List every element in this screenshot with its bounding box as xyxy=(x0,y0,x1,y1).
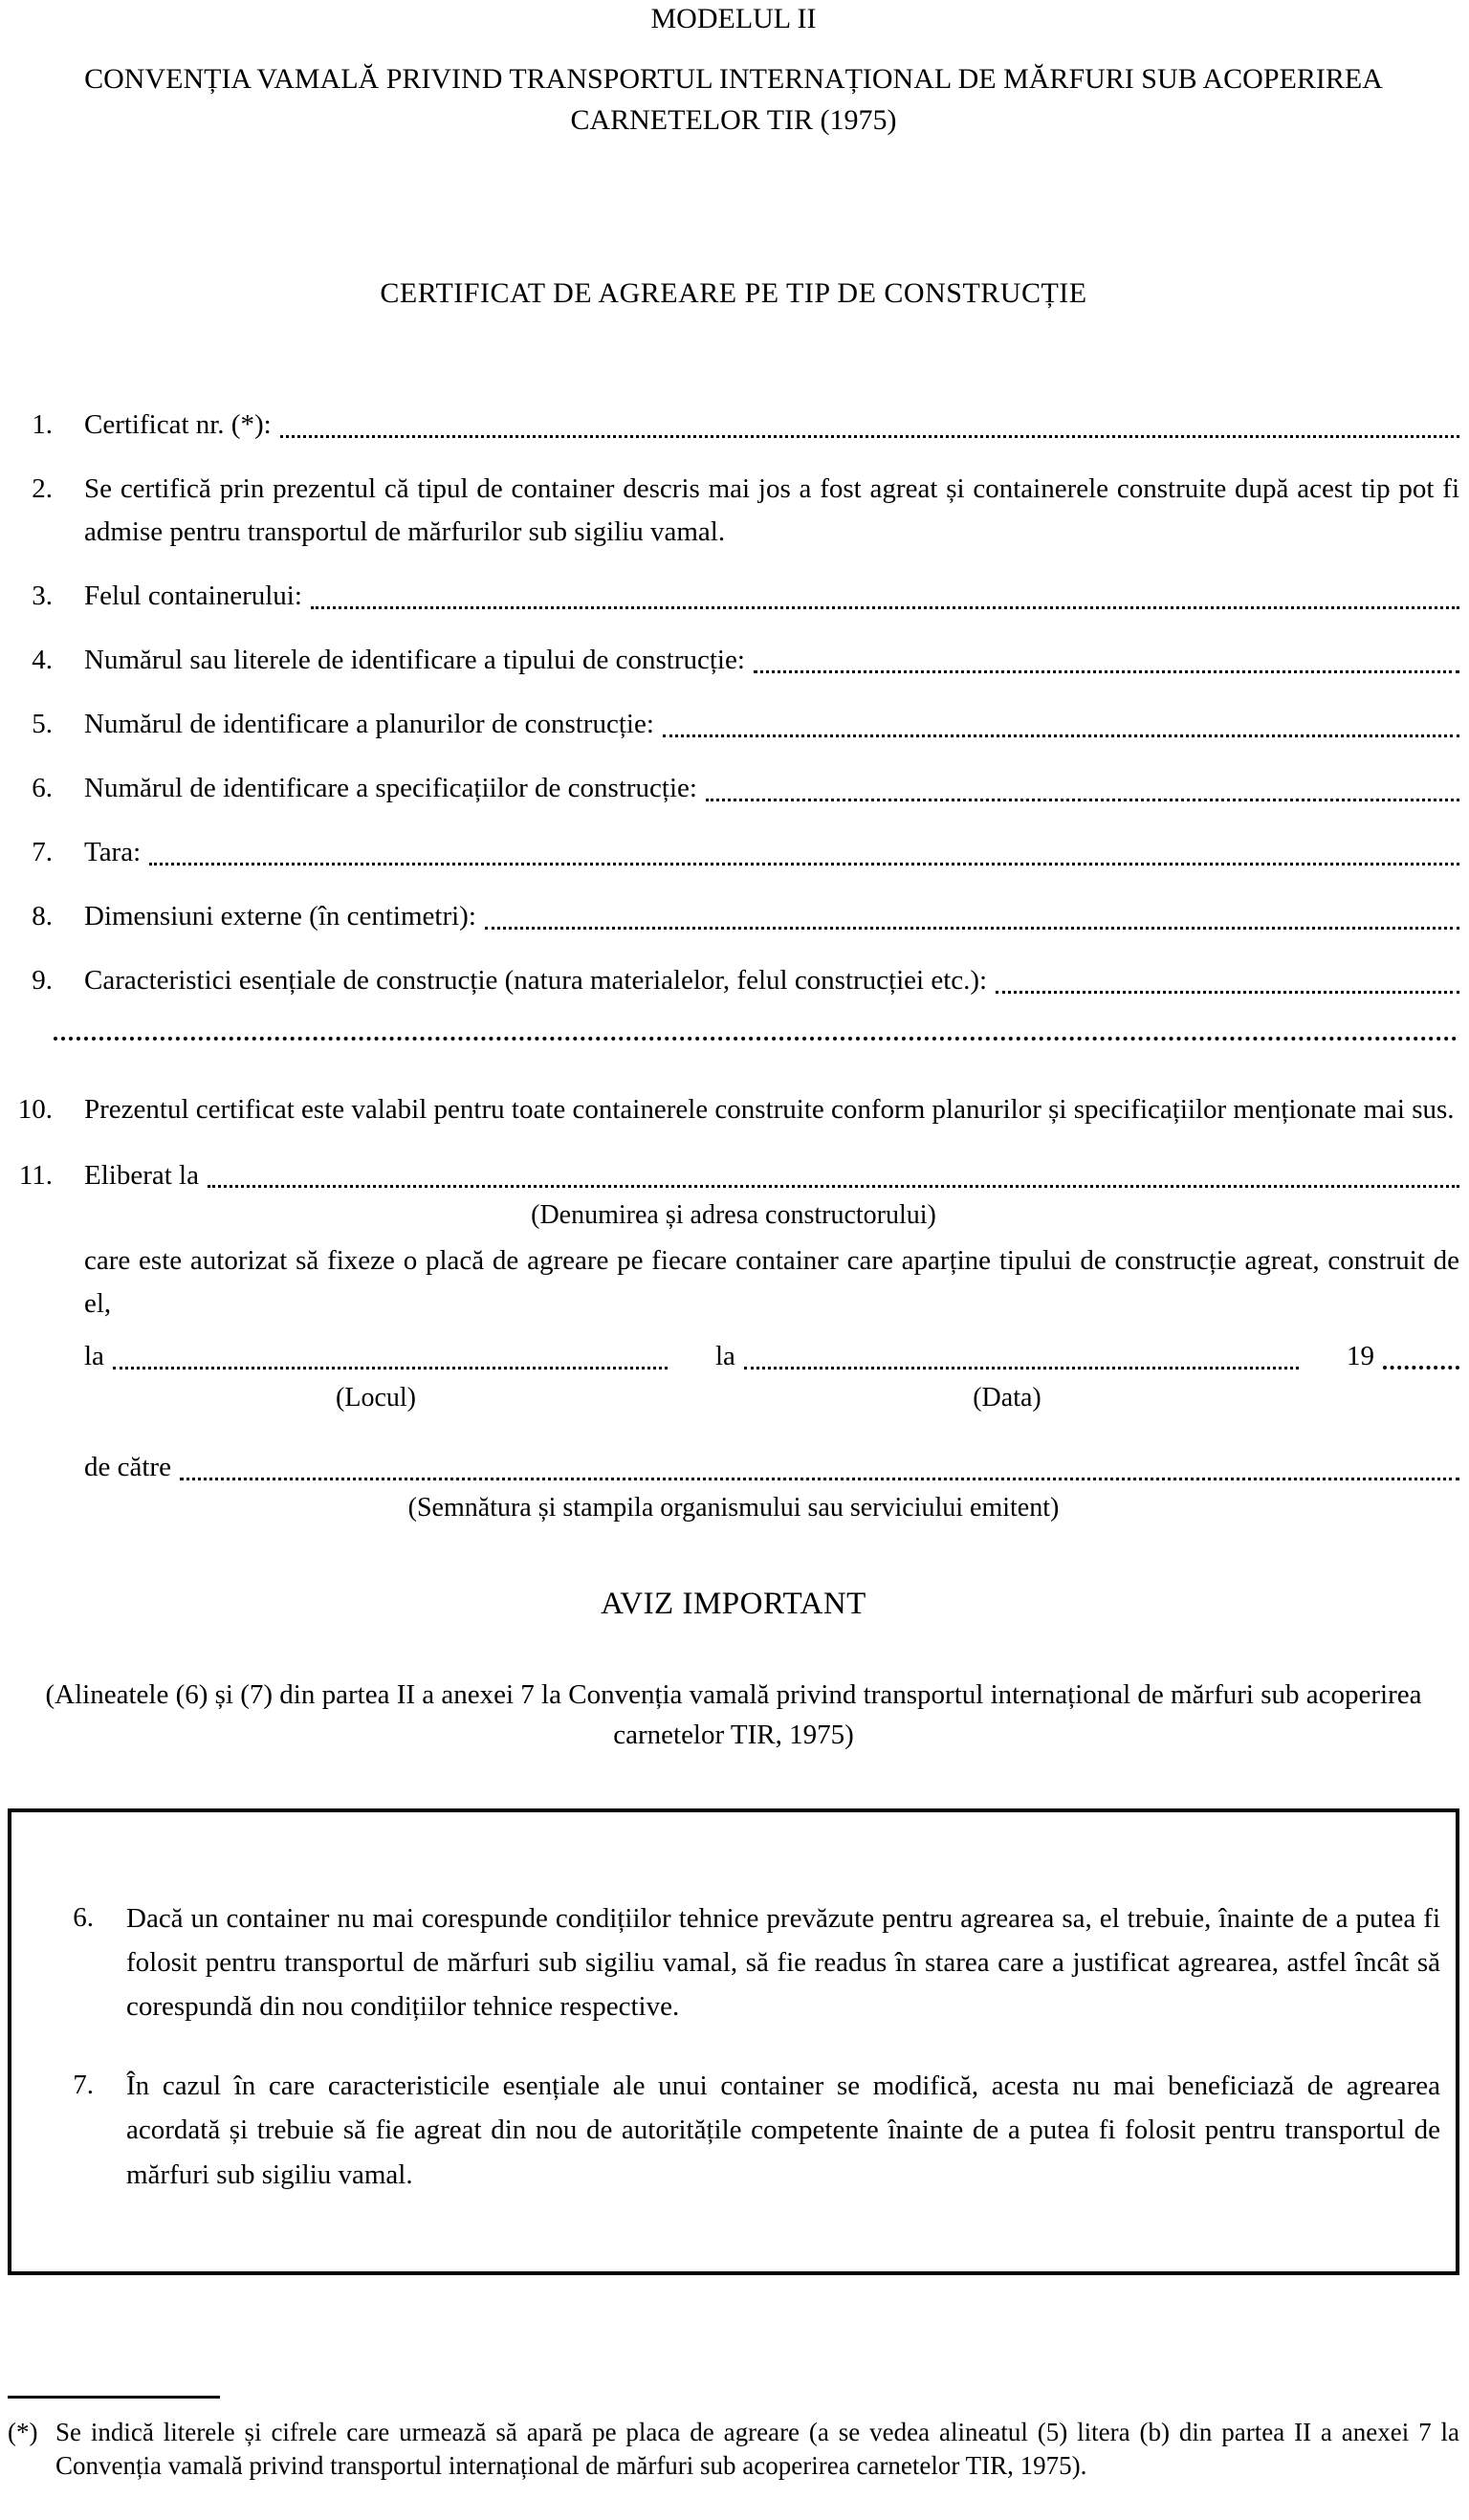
notice-item-6 xyxy=(11,1896,1440,2029)
dotted-leader xyxy=(663,734,1459,737)
item-number: 1. xyxy=(32,409,53,441)
certificate-item-5 xyxy=(8,703,1459,746)
certificate-item-4 xyxy=(8,639,1459,682)
footnote-text: Se indică literele și cifrele care urmează să apară pe placa de agreare (a se vedea alineatul (5) litera (b) din partea II a anexei 7 la Convenția vamală privind transportul internațional de mărfuri sub acoperirea carnetelor TIR, 1975). xyxy=(55,2418,1459,2481)
item-label: Felul containerului: xyxy=(84,581,302,611)
issued-by-dotted-leader xyxy=(180,1477,1459,1480)
footnote-marker: (*) xyxy=(8,2418,38,2447)
dotted-leader xyxy=(706,798,1459,801)
certificate-item-6 xyxy=(8,767,1459,810)
certificate-item-8 xyxy=(8,895,1459,938)
item-number: 3. xyxy=(32,581,53,611)
manufacturer-caption: (Denumirea și adresa constructorului) xyxy=(531,1200,936,1231)
notice-reference: (Alineatele (6) și (7) din partea II a anexei 7 la Convenția vamală privind transportul internațional de mărfuri sub acoperirea carnetelor TIR, 1975) xyxy=(45,1678,1422,1750)
place-dotted-leader xyxy=(113,1366,668,1370)
place-caption: (Locul) xyxy=(336,1382,416,1413)
certificate-item-7 xyxy=(8,831,1459,874)
issued-by-label: de către xyxy=(84,1452,171,1483)
signature-date-cell xyxy=(715,1335,1299,1415)
dotted-leader xyxy=(754,669,1459,673)
continuation-dotted-line xyxy=(54,1035,1458,1041)
item-label: Eliberat la xyxy=(84,1159,199,1191)
item-text: Se certifică prin prezentul că tipul de container descris mai jos a fost agreat și containerele construite după acest tip pot fi admise pentru transportul de mărfurilor sub sigiliu vamal. xyxy=(84,473,1459,548)
notice-heading: AVIZ IMPORTANT xyxy=(601,1587,866,1622)
item-text: Prezentul certificat este valabil pentru toate containerele construite conform planurilor și specificațiilor menționate mai sus. xyxy=(84,1093,1455,1125)
item-label: Numărul de identificare a specificațiilor de construcție: xyxy=(84,772,697,803)
issued-by-row xyxy=(84,1446,1459,1489)
authorization-paragraph: care este autorizat să fixeze o placă de agreare pe fiecare container care aparține tipului de construcție agreat, construit de el, xyxy=(84,1244,1459,1319)
year-prefix: 19 xyxy=(1347,1340,1374,1371)
item-number: 6. xyxy=(73,1901,94,1933)
signature-place-cell xyxy=(84,1335,668,1415)
date-dotted-leader xyxy=(744,1366,1299,1370)
item-label: Certificat nr. (*): xyxy=(84,409,272,441)
notice-item-7 xyxy=(11,2064,1440,2197)
footnote-rule xyxy=(8,2396,220,2399)
item-number: 9. xyxy=(32,964,53,996)
item-number-spacer xyxy=(8,1239,53,1326)
certificate-item-11 xyxy=(8,1154,1459,1197)
certificate-heading: CERTIFICAT DE AGREARE PE TIP DE CONSTRUCȚIE xyxy=(380,277,1087,310)
item-text: În cazul în care caracteristicile esențiale ale unui container se modifică, acesta nu mai beneficiază de agrearea acordată și trebuie să fie agreat din nou de autoritățile competente înainte de a putea fi folosit pentru transportul de mărfuri sub sigiliu vamal. xyxy=(126,2070,1440,2190)
convention-title-line-1: CONVENȚIA VAMALĂ PRIVIND TRANSPORTUL INTERNAȚIONAL DE MĂRFURI SUB ACOPERIREA xyxy=(84,63,1383,95)
item-number: 10. xyxy=(17,1093,53,1125)
item-text: Dacă un container nu mai corespunde condițiilor tehnice prevăzute pentru agrearea sa, el trebuie, înainte de a putea fi folosit pentru transportul de mărfuri sub sigiliu vamal, să fie readus în starea care a justificat agrearea, astfel încât să corespundă din nou condițiilor tehnice respective. xyxy=(126,1902,1440,2023)
dotted-leader xyxy=(149,862,1459,866)
item-number: 6. xyxy=(32,772,53,803)
certificate-item-10 xyxy=(8,1088,1459,1131)
item-label: Dimensiuni externe (în centimetri): xyxy=(84,900,476,931)
model-title: MODELUL II xyxy=(650,3,817,34)
date-label: la xyxy=(715,1340,735,1371)
date-caption: (Data) xyxy=(973,1382,1041,1413)
dotted-leader xyxy=(208,1184,1459,1188)
convention-title xyxy=(8,59,1459,141)
item-number: 8. xyxy=(32,900,53,931)
item-number: 11. xyxy=(18,1159,53,1191)
place-label: la xyxy=(84,1340,104,1371)
dotted-leader xyxy=(996,990,1459,994)
signature-row xyxy=(84,1335,1459,1415)
footnote xyxy=(8,2416,1459,2483)
issued-by-caption: (Semnătura și stampila organismului sau serviciului emitent) xyxy=(407,1492,1060,1523)
item-label: Caracteristici esențiale de construcție (natura materialelor, felul construcției etc.): xyxy=(84,964,988,996)
item-number: 4. xyxy=(32,644,53,675)
certificate-item-3 xyxy=(8,575,1459,618)
item-number: 2. xyxy=(32,473,53,505)
item-label: Tara: xyxy=(84,836,142,867)
dotted-leader xyxy=(311,605,1459,609)
certificate-item-1 xyxy=(8,404,1459,447)
certificate-item-9 xyxy=(8,959,1459,1002)
dotted-leader xyxy=(485,926,1459,930)
item-label: Numărul sau literele de identificare a tipului de construcție: xyxy=(84,644,745,675)
authorization-paragraph-row xyxy=(8,1239,1459,1326)
item-number: 7. xyxy=(32,836,53,867)
year-dotted-leader xyxy=(1383,1365,1459,1370)
convention-title-line-2: CARNETELOR TIR (1975) xyxy=(570,103,897,136)
item-label: Numărul de identificare a planurilor de construcție: xyxy=(84,708,654,739)
certificate-item-2 xyxy=(8,468,1459,554)
item-number: 7. xyxy=(73,2069,94,2100)
dotted-leader xyxy=(280,434,1459,438)
signature-year-cell xyxy=(1347,1335,1459,1415)
item-number: 5. xyxy=(32,708,53,739)
notice-box xyxy=(8,1808,1459,2275)
